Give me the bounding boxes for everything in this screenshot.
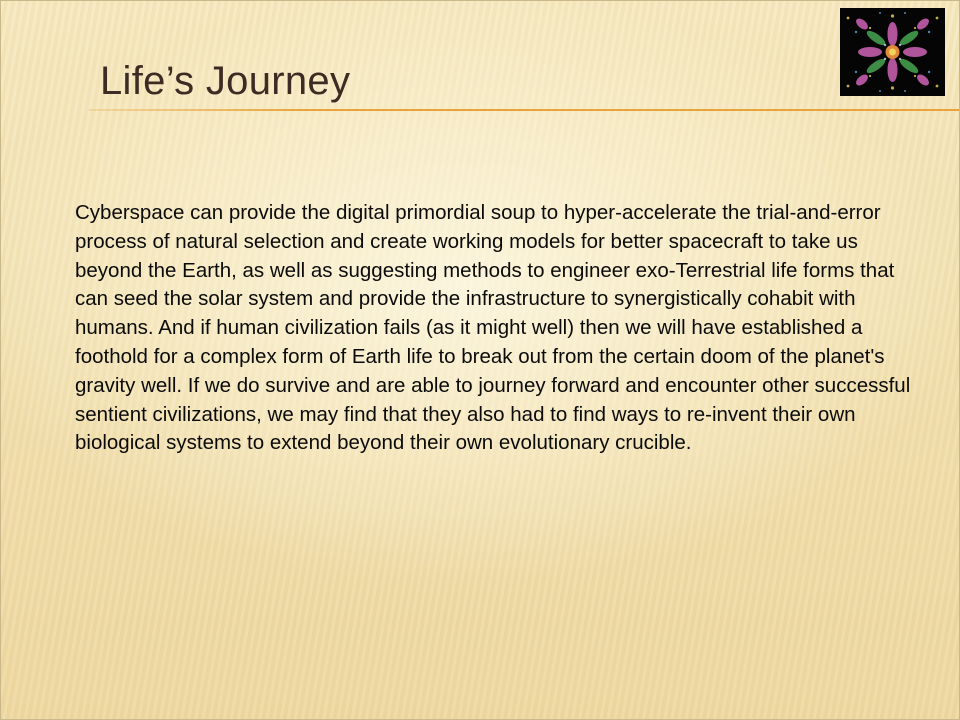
body-paragraph: Cyberspace can provide the digital primordial soup to hyper-accelerate the trial-and-error process of natural selection and create working models for better spacecraft to take us beyond the Earth, as well as suggesting methods to engineer exo-Terrestrial life forms that can seed the solar system and provide the infrastructure to synergistically cohabit with humans. And if human civilization fails (as it might well) then we will have established a foothold for a complex form of Earth life to break out from the certain doom of the planet's gravity well. If we do survive and are able to journey forward and encounter other successful sentient civilizations, we may find that they also had to find ways to re-invent their own biological systems to extend beyond their own evolutionary crucible. — [75, 201, 911, 455]
logo-graphic — [840, 8, 945, 96]
kaleidoscope-flower-icon — [840, 8, 945, 96]
title-underline — [89, 109, 960, 111]
slide-title: Life’s Journey — [100, 59, 351, 103]
